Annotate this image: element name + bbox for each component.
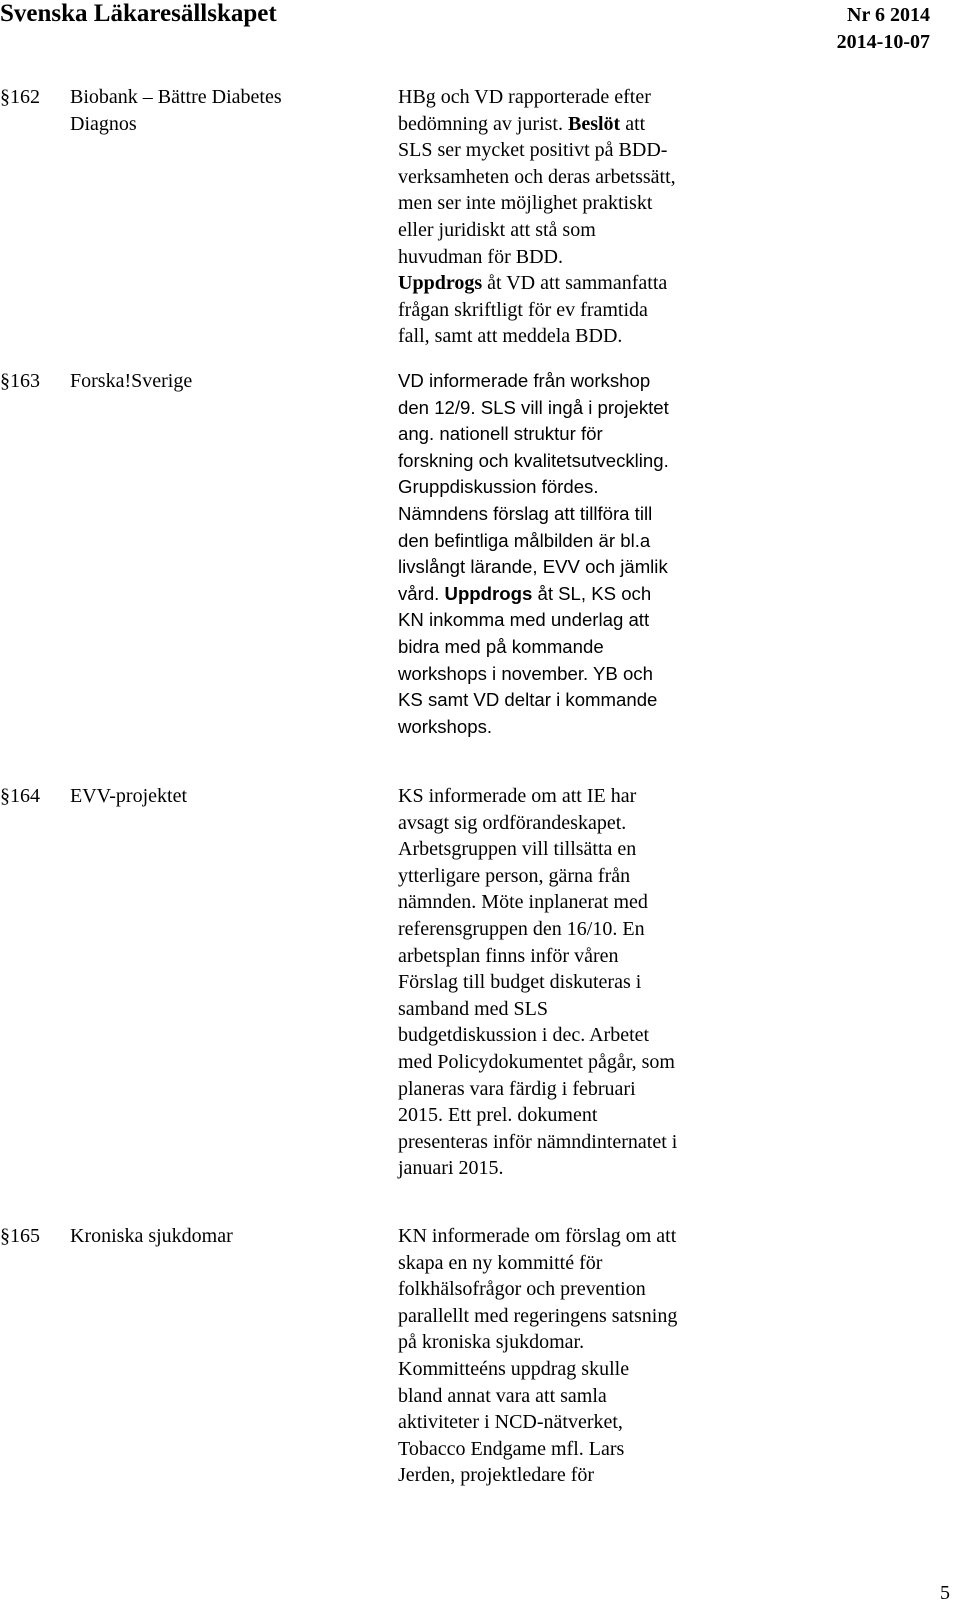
body-line: [398, 323, 738, 350]
body-text: Jerden, projektledare för: [398, 1464, 595, 1487]
item-title: [70, 84, 370, 138]
body-line: [398, 190, 738, 217]
item-title-line: Forska!Sverige: [70, 370, 193, 392]
body-text: den befintliga målbilden är bl.a: [398, 529, 651, 551]
item-title-line: Kroniska sjukdomar: [70, 1225, 233, 1247]
body-text: workshops i november. YB och: [398, 662, 653, 684]
body-line: [398, 501, 738, 528]
body-text: vård.: [398, 582, 445, 604]
body-line: [398, 607, 738, 634]
body-text: med Policydokumentet pågår, som: [398, 1050, 675, 1073]
meeting-date: 2014-10-07: [836, 31, 930, 53]
section-number: §162: [0, 86, 40, 108]
body-text: ytterligare person, gärna från: [398, 864, 631, 887]
decision-keyword: Uppdrogs: [444, 582, 533, 604]
body-line: [398, 84, 738, 111]
body-line: [398, 1049, 738, 1076]
body-text: 2015. Ett prel. dokument: [398, 1104, 598, 1127]
body-line: [398, 395, 738, 422]
section-number: §163: [0, 370, 40, 392]
body-text: på kroniska sjukdomar.: [398, 1331, 585, 1354]
body-text: ang. nationell struktur för: [398, 423, 603, 445]
item-body: [398, 783, 738, 1182]
body-text: den 12/9. SLS vill ingå i projektet: [398, 396, 669, 418]
body-line: [398, 1250, 738, 1277]
body-line: [398, 687, 738, 714]
body-line: [398, 1303, 738, 1330]
body-text: HBg och VD rapporterade efter: [398, 86, 651, 108]
body-line: [398, 1356, 738, 1383]
body-line: [398, 714, 738, 741]
body-line: [398, 1329, 738, 1356]
body-text: verksamheten och deras arbetssätt,: [398, 165, 676, 188]
body-line: [398, 1462, 738, 1489]
body-text: budgetdiskussion i dec. Arbetet: [398, 1024, 650, 1047]
item-title: [70, 1223, 370, 1250]
organization-name: Svenska Läkaresällskapet: [0, 0, 277, 27]
body-line: [398, 528, 738, 555]
body-text: bland annat vara att samla: [398, 1384, 607, 1407]
body-line: [398, 111, 738, 138]
body-line: [398, 1022, 738, 1049]
body-text: presenteras inför nämndinternatet i: [398, 1130, 678, 1153]
body-text: Tobacco Endgame mfl. Lars: [398, 1437, 625, 1460]
body-line: [398, 164, 738, 191]
body-text: eller juridiskt att stå som: [398, 218, 596, 241]
body-text: åt VD att sammanfatta: [482, 272, 668, 295]
body-text: KS samt VD deltar i kommande: [398, 689, 658, 711]
page-number: 5: [940, 1582, 950, 1604]
body-text: arbetsplan finns inför våren: [398, 944, 619, 967]
body-text: Gruppdiskussion fördes.: [398, 476, 599, 498]
item-title-line: Diagnos: [70, 113, 137, 135]
body-line: [398, 1409, 738, 1436]
issue-number: Nr 6 2014: [847, 4, 930, 26]
body-text: huvudman för BDD.: [398, 245, 563, 268]
body-text: VD informerade från workshop: [398, 370, 651, 391]
body-line: [398, 474, 738, 501]
body-line: [398, 1102, 738, 1129]
decision-keyword: Uppdrogs: [398, 272, 483, 295]
body-line: [398, 1383, 738, 1410]
body-text: samband med SLS: [398, 997, 548, 1020]
body-text: men ser inte möjlighet praktiskt: [398, 192, 653, 215]
body-line: [398, 783, 738, 810]
body-line: [398, 137, 738, 164]
decision-keyword: Beslöt: [567, 112, 621, 135]
body-text: bidra med på kommande: [398, 635, 604, 657]
body-text: workshops.: [398, 715, 493, 737]
body-line: [398, 554, 738, 581]
body-text: KN inkomma med underlag att: [398, 609, 650, 631]
body-line: [398, 1436, 738, 1463]
body-text: aktiviteter i NCD-nätverket,: [398, 1411, 623, 1434]
body-text: Förslag till budget diskuteras i: [398, 971, 642, 994]
item-body: [398, 368, 738, 740]
body-line: [398, 1276, 738, 1303]
body-text: fall, samt att meddela BDD.: [398, 325, 623, 348]
body-line: [398, 217, 738, 244]
body-text: avsagt sig ordförandeskapet.: [398, 811, 627, 834]
body-text: planeras vara färdig i februari: [398, 1077, 636, 1100]
body-line: [398, 1223, 738, 1250]
body-text: Nämndens förslag att tillföra till: [398, 502, 653, 524]
body-line: [398, 836, 738, 863]
body-line: [398, 1155, 738, 1182]
body-text: åt SL, KS och: [532, 582, 652, 604]
body-text: Kommitteéns uppdrag skulle: [398, 1357, 630, 1380]
body-text: KS informerade om att IE har: [398, 785, 637, 807]
body-line: [398, 810, 738, 837]
body-text: frågan skriftligt för ev framtida: [398, 298, 648, 321]
body-text: livslångt lärande, EVV och jämlik: [398, 556, 668, 578]
item-body: [398, 1223, 738, 1489]
section-number: §165: [0, 1225, 40, 1247]
body-line: [398, 889, 738, 916]
section-number: §164: [0, 785, 40, 807]
body-text: skapa en ny kommitté för: [398, 1251, 603, 1274]
body-line: [398, 634, 738, 661]
body-line: [398, 1129, 738, 1156]
body-text: bedömning av jurist.: [398, 112, 568, 135]
body-line: [398, 244, 738, 271]
item-title: [70, 783, 370, 810]
body-line: [398, 863, 738, 890]
item-title: [70, 368, 370, 395]
body-line: [398, 581, 738, 608]
item-title-line: EVV-projektet: [70, 785, 188, 807]
item-title-line: Biobank – Bättre Diabetes: [70, 86, 282, 108]
document-header: [0, 0, 960, 60]
body-line: [398, 661, 738, 688]
body-line: [398, 368, 738, 395]
body-text: att: [620, 112, 646, 135]
body-line: [398, 448, 738, 475]
body-text: folkhälsofrågor och prevention: [398, 1278, 646, 1301]
body-text: forskning och kvalitetsutveckling.: [398, 449, 669, 471]
body-line: [398, 943, 738, 970]
body-line: [398, 297, 738, 324]
body-text: Arbetsgruppen vill tillsätta en: [398, 838, 637, 861]
body-text: parallellt med regeringens satsning: [398, 1304, 678, 1327]
body-line: [398, 916, 738, 943]
body-text: referensgruppen den 16/10. En: [398, 917, 645, 940]
body-text: nämnden. Möte inplanerat med: [398, 891, 648, 914]
body-line: [398, 996, 738, 1023]
body-text: KN informerade om förslag om att: [398, 1225, 677, 1247]
body-line: [398, 1076, 738, 1103]
body-text: SLS ser mycket positivt på BDD-: [398, 139, 668, 162]
body-line: [398, 969, 738, 996]
body-text: januari 2015.: [398, 1157, 504, 1180]
body-line: [398, 270, 738, 297]
item-body: [398, 84, 738, 350]
body-line: [398, 421, 738, 448]
